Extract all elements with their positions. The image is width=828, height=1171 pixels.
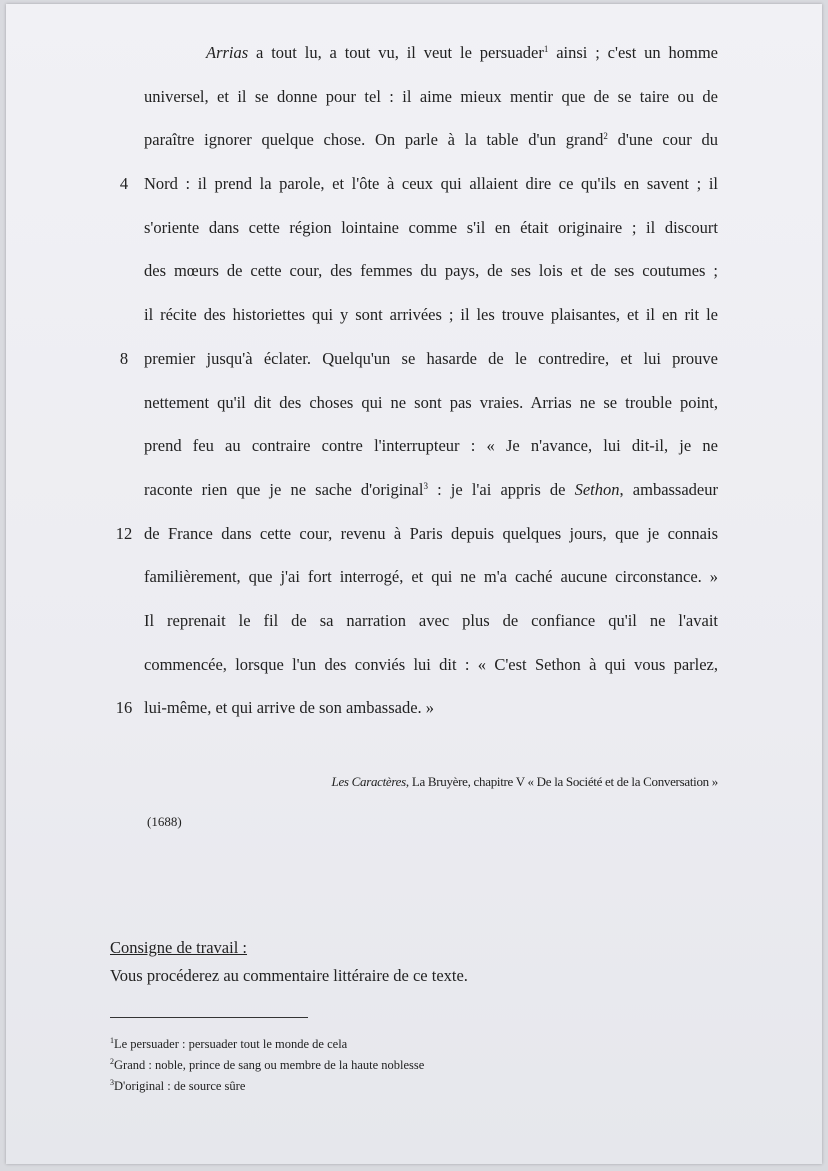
footnote-divider [110,1017,308,1018]
passage-line-16: 16 lui-même, et qui arrive de son ambassade. » [6,686,822,730]
passage-line-14: Il reprenait le fil de sa narration avec plus de confiance qu'il ne l'avait [144,610,718,630]
passage-line-1: Arrias a tout lu, a tout vu, il veut le persuader$^1$ ainsi ; c'est un homme [206,43,718,62]
line-number: 16 [115,698,133,718]
line-number: 12 [115,523,133,543]
footnote-1: $^1$Le persuader : persuader tout le monde de cela [110,1036,348,1051]
passage-line-10: prend feu au contraire contre l'interrupteur : « Je n'avance, lui dit-il, je ne [144,436,718,456]
consigne-text: Vous procéderez au commentaire littéraire de ce texte. [110,966,468,985]
footnote-ref-3: 3 [423,480,428,491]
character-name: Arrias [206,43,249,62]
footnote-3: $^3$D'original : de source sûre [110,1078,246,1093]
footnote-ref-2: 2 [603,131,608,142]
character-name-sethon: Sethon [574,479,620,499]
passage-line-15: commencée, lorsque l'un des conviés lui dit : « C'est Sethon à qui vous parlez, [144,654,718,674]
line-number: 4 [119,174,129,194]
publication-date: (1688) [147,814,182,829]
passage-line-12: 12 de France dans cette cour, revenu à Paris depuis quelques jours, que je connais [6,512,822,556]
consigne-title: Consigne de travail : [110,938,248,957]
passage-line-3: paraître ignorer quelque chose. On parle à la table d'un grand$^2$ d'une cour du [144,130,718,150]
footnote-ref-1: 1 [543,44,549,54]
footnote-2: $^2$Grand : noble, prince de sang ou membre de la haute noblesse [110,1057,425,1072]
passage-line-2: universel, et il se donne pour tel : il aime mieux mentir que de se taire ou de [144,86,718,106]
line-number: 8 [119,348,129,368]
passage-line-8: 8 premier jusqu'à éclater. Quelqu'un se hasarde de le contredire, et lui prouve [6,337,822,381]
passage-line-13: familièrement, que j'ai fort interrogé, et qui ne m'a caché aucune circonstance. » [144,567,718,587]
passage-line-4: 4 Nord : il prend la parole, et l'ôte à ceux qui allaient dire ce qu'ils en savent ; il [6,162,822,206]
passage-line-5: s'oriente dans cette région lointaine comme s'il en était originaire ; il discourt [144,217,718,237]
footnotes [110,1034,424,1097]
passage-line-7: il récite des historiettes qui y sont arrivées ; il les trouve plaisantes, et il en rit le [144,305,718,325]
source-citation: Les Caractères, La Bruyère, chapitre V « De la Société et de la Conversation » [331,774,718,789]
passage [6,31,822,730]
passage-line-11: raconte rien que je ne sache d'original$^3$ : je l'ai appris de Sethon, ambassadeur [144,479,718,499]
passage-line-9: nettement qu'il dit des choses qui ne sont pas vraies. Arrias ne se trouble point, [144,392,718,412]
passage-line-6: des mœurs de cette cour, des femmes du pays, de ses lois et de ses coutumes ; [144,261,718,281]
document-page [6,4,822,1164]
book-title: Les Caractères [331,774,406,789]
